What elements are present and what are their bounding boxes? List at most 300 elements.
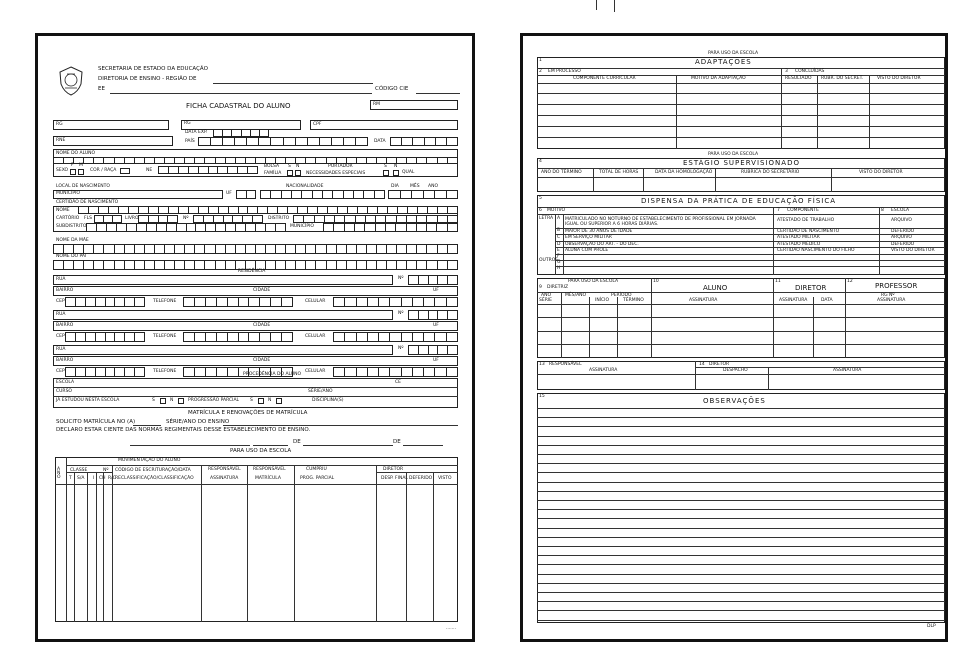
- diretriz-col-b: [589, 297, 590, 358]
- componente-curricular-label: COMPONENTE CURRICULAR: [573, 76, 636, 81]
- fls-label: FLS: [84, 216, 92, 221]
- nome-mae-label: NOME DA MÃE: [56, 238, 89, 243]
- resp-line-1: [695, 367, 945, 368]
- t-col-label: T: [69, 476, 72, 481]
- rg-label: RG: [56, 122, 63, 127]
- motivo-a: MATRICULADO NO NOTURNO DE ESTABELECIMENTO DE PROFISSIONAL EM JORNADA IGUAL OU SUPERIOR A 6 HORAS DIÁRIAS.: [565, 217, 756, 227]
- nome-aluno-cells[interactable]: [53, 157, 458, 164]
- diretriz-num-10: 10: [653, 279, 659, 284]
- diretriz-label: DIRETRIZ: [547, 285, 569, 290]
- progressao-s-checkbox[interactable]: [258, 398, 264, 404]
- numero-cells[interactable]: [408, 345, 458, 355]
- nec-n-checkbox[interactable]: [393, 170, 399, 176]
- dispensa-row-4: [555, 247, 945, 248]
- observacoes-line: [537, 472, 945, 473]
- col-def: [433, 472, 434, 622]
- i-col-label: I: [93, 476, 95, 481]
- observacoes-line: [537, 583, 945, 584]
- estagio-ano-label: ANO DO TÉRMINO: [541, 170, 582, 175]
- estagio-data-label: DATA DA HOMOLOGAÇÃO: [655, 170, 713, 175]
- diretriz-periodo-label: PERÍODO: [611, 293, 632, 298]
- esc-3: ARQUIVO: [891, 235, 912, 240]
- col-i: [96, 472, 97, 622]
- ee-label: EE: [98, 86, 105, 92]
- celular-cells[interactable]: [333, 297, 458, 307]
- rc-col-label: R/C: [108, 476, 116, 481]
- uf-nasc-label: UF: [226, 191, 232, 196]
- cumpriu-label: CUMPRIU: [306, 467, 327, 472]
- observacoes-line: [537, 518, 945, 519]
- livro-cells[interactable]: [138, 215, 178, 223]
- visto-diretor-label: VISTO DO DIRETOR: [877, 76, 921, 81]
- dispensa-num-7: 7: [777, 208, 780, 213]
- local-nascimento-label: LOCAL DE NASCIMENTO: [56, 184, 110, 189]
- componente-label: COMPONENTE: [787, 208, 819, 213]
- comp-b: CERTIDÃO DE NASCIMENTO: [777, 229, 840, 234]
- resp-col-1: [695, 361, 696, 390]
- observacoes-line: [537, 555, 945, 556]
- diretor-col-label: DIRETOR: [383, 467, 404, 472]
- resp-col-2: [768, 367, 769, 390]
- desp-final-label: DESP. FINAL: [381, 476, 408, 481]
- rg-field[interactable]: [53, 120, 169, 130]
- matricula-title: MATRÍCULA E RENOVAÇÕES DE MATRÍCULA: [188, 410, 308, 416]
- nec-s-label: S: [384, 164, 387, 169]
- ja-estudou-label: JÁ ESTUDOU NESTA ESCOLA: [56, 398, 120, 403]
- comp-c: ATESTADO MILITAR: [777, 235, 820, 240]
- sexo-m-label: M: [79, 163, 83, 168]
- cep-label: CEP: [56, 334, 65, 339]
- diretriz-line-2: [537, 304, 945, 305]
- dispensa-row-6: [555, 260, 945, 261]
- observacoes-line: [537, 408, 945, 409]
- cidade-label: CIDADE: [253, 323, 271, 328]
- letra-label: LETRA: [539, 216, 554, 221]
- certidao-no-label: Nº: [183, 216, 189, 221]
- sa-col-label: S/A: [77, 476, 85, 481]
- curso-label: CURSO: [56, 389, 72, 394]
- dispensa-row-5: [555, 254, 945, 255]
- diretriz-num-11: 11: [775, 279, 781, 284]
- outros-label: OUTROS: [539, 258, 559, 263]
- cidade-label: CIDADE: [253, 288, 271, 293]
- pais-cells[interactable]: [198, 137, 368, 146]
- de1-label: DE: [293, 439, 301, 445]
- bolsa-s-label: S: [288, 164, 291, 169]
- diretriz-col-g: [845, 278, 846, 358]
- dispensa-row-7: [555, 266, 945, 267]
- familia-label: FAMÍLIA: [264, 171, 282, 176]
- letter-d: D: [557, 242, 561, 247]
- matricula-col-label: MATRÍCULA: [255, 476, 281, 481]
- distrito-label: DISTRITO: [268, 216, 290, 221]
- estagio-col-2: [643, 168, 644, 192]
- rne-label: RNE: [56, 138, 66, 143]
- observacoes-line: [537, 509, 945, 510]
- matricula-line1b-blank: [223, 425, 458, 426]
- crop-mark-2: [614, 0, 615, 12]
- estagio-line-2: [537, 177, 945, 178]
- telefone-label: TELEFONE: [153, 369, 177, 374]
- matricula-line1: SOLICITO MATRÍCULA NO (A): [56, 419, 136, 425]
- rua-field[interactable]: [53, 275, 393, 285]
- distrito-cells[interactable]: [293, 215, 458, 223]
- adapt-line-1: [537, 68, 945, 69]
- pais-label: PAÍS: [185, 139, 195, 144]
- dispensa-row-1: [555, 228, 945, 229]
- diretriz-col-c: [617, 297, 618, 358]
- subdistrito-cells[interactable]: [86, 223, 286, 232]
- codigo-cie-line: [416, 93, 460, 94]
- local-line: [130, 445, 250, 446]
- secretaria-title: SECRETARIA DE ESTADO DA EDUCAÇÃO: [98, 66, 208, 72]
- assinatura-label: ASSINATURA: [210, 476, 239, 481]
- col-ano: [66, 457, 67, 622]
- observacoes-line: [537, 564, 945, 565]
- cep-label: CEP: [56, 299, 65, 304]
- numero-label: Nº: [398, 311, 404, 316]
- sexo-f-checkbox[interactable]: [70, 169, 76, 175]
- col-sa: [87, 472, 88, 622]
- cpf-label: CPF: [313, 122, 322, 127]
- sexo-m-checkbox[interactable]: [78, 169, 84, 175]
- prog-parcial-label: PROG. PARCIAL: [300, 476, 335, 481]
- ja-estudou-n-checkbox[interactable]: [178, 398, 184, 404]
- col-no: [112, 465, 113, 622]
- escola-col-label: ESCOLA: [891, 208, 910, 213]
- estagio-rubrica-label: RUBRICA DO SECRETÁRIO: [741, 170, 800, 175]
- diretriz-col-d: [651, 278, 652, 358]
- professor-col-title: PROFESSOR: [875, 282, 918, 290]
- sexo-f-label: F: [71, 163, 74, 168]
- professor-rg-label: RG Nº: [881, 293, 895, 298]
- professor-assinatura-label: ASSINATURA: [877, 298, 906, 303]
- letter-c: C: [557, 235, 561, 240]
- diretor-assinatura-label: ASSINATURA: [779, 298, 808, 303]
- movimentacao-title: MOVIMENTAÇÃO DO ALUNO: [118, 458, 181, 463]
- responsavel-label: RESPONSÁVEL: [208, 467, 241, 472]
- letter-e: E: [557, 248, 560, 253]
- observacoes-line: [537, 610, 945, 611]
- progressao-label: PROGRESSÃO PARCIAL: [188, 398, 240, 403]
- celular-label: CELULAR: [305, 369, 326, 374]
- celular-cells[interactable]: [333, 367, 458, 377]
- despacho-label: DESPACHO: [723, 368, 748, 373]
- dispensa-row-2: [555, 234, 945, 235]
- ne-cells[interactable]: [158, 166, 258, 174]
- data-cells[interactable]: [390, 137, 458, 146]
- nacionalidade-label: NACIONALIDADE: [286, 184, 324, 189]
- comp-e: CERTIDÃO NASCIMENTO DO FILHO: [777, 248, 855, 253]
- year-line: [403, 445, 443, 446]
- resp-line-2: [537, 374, 945, 375]
- celular-label: CELULAR: [305, 334, 326, 339]
- diretriz-row-3: [537, 344, 945, 345]
- observacoes-line: [537, 592, 945, 593]
- nome-aluno-label: NOME DO ALUNO: [56, 151, 96, 156]
- col-desp: [406, 472, 407, 622]
- procedencia-divider-2: [53, 396, 458, 397]
- col-codigo: [201, 465, 202, 622]
- observacoes-line: [537, 463, 945, 464]
- livro-label: LIVRO: [125, 216, 139, 221]
- state-seal-icon: [58, 66, 84, 96]
- observacoes-title: OBSERVAÇÕES: [703, 397, 766, 405]
- qual-label: QUAL: [402, 170, 415, 175]
- rua-field[interactable]: [53, 345, 393, 355]
- resp-num-13: 13: [539, 362, 545, 367]
- residencia-block-1: [53, 275, 458, 308]
- resp-assinatura-label: ASSINATURA: [589, 368, 618, 373]
- numero-cells[interactable]: [408, 275, 458, 285]
- col-t: [74, 472, 75, 622]
- responsavel-table: [537, 361, 945, 390]
- observacoes-line: [537, 500, 945, 501]
- observacoes-line: [537, 601, 945, 602]
- estagio-uso-label: PARA USO DA ESCOLA: [708, 152, 759, 157]
- celular-label: CELULAR: [305, 299, 326, 304]
- bolsa-n-label: N: [296, 164, 300, 169]
- estagio-num-4: 4: [539, 159, 542, 164]
- uf-label: UF: [433, 358, 439, 363]
- sexo-label: SEXO: [56, 168, 69, 173]
- estagio-line-1: [537, 168, 945, 169]
- motivo-c: EM SERVIÇO MILITAR: [565, 235, 612, 240]
- observacoes-line: [537, 417, 945, 418]
- portador-label: PORTADOR: [328, 164, 353, 169]
- cep-cells[interactable]: [65, 367, 145, 377]
- bolsa-label: BOLSA: [264, 164, 280, 169]
- estagio-col-1: [593, 168, 594, 192]
- month-line: [303, 445, 393, 446]
- rua-label: RUA: [56, 347, 66, 352]
- mov-header-line: [66, 465, 201, 466]
- col-cumpriu: [376, 465, 377, 622]
- letter-h: H: [557, 266, 561, 271]
- cpf-field[interactable]: [310, 120, 458, 130]
- cep-cells[interactable]: [65, 332, 145, 342]
- ne-label: NE: [146, 168, 153, 173]
- right-form-page: [520, 33, 948, 642]
- uf-label: UF: [433, 323, 439, 328]
- observacoes-line: [537, 528, 945, 529]
- matricula-line2: DECLARO ESTAR CIENTE DAS NORMAS REGIMENTAIS DESSE ESTABELECIMENTO DE ENSINO.: [56, 427, 311, 433]
- certidao-nome-label: NOME: [56, 208, 70, 213]
- adapt-row-4: [537, 115, 945, 116]
- rg2-label: RG: [184, 121, 191, 126]
- data-nasc-cells[interactable]: [388, 190, 458, 199]
- ja-estudou-s-label: S: [152, 398, 155, 403]
- estagio-title: ESTÁGIO SUPERVISIONADO: [683, 159, 800, 167]
- rm-label: RM: [373, 102, 381, 107]
- nacionalidade-cells[interactable]: [260, 190, 385, 199]
- rm-field[interactable]: [370, 100, 458, 110]
- de2-label: DE: [393, 439, 401, 445]
- comp-a: ATESTADO DE TRABALHO: [777, 218, 835, 223]
- dispensa-num-6: 6: [539, 208, 542, 213]
- adapt-row-6: [537, 137, 945, 138]
- rua-field[interactable]: [53, 310, 393, 320]
- data-label: DATA: [374, 139, 386, 144]
- uf-nasc-cells[interactable]: [236, 190, 256, 199]
- adaptacoes-table: [537, 57, 945, 149]
- resp-assinatura2-label: ASSINATURA: [833, 368, 862, 373]
- diretriz-num-9: 9: [539, 285, 542, 290]
- cidade-label: CIDADE: [253, 358, 271, 363]
- certidao-municipio-cells[interactable]: [323, 223, 458, 232]
- dispensa-row-3: [555, 241, 945, 242]
- disciplinas-label: DISCIPLINA(S): [312, 398, 344, 403]
- dispensa-num-8: 8: [881, 208, 884, 213]
- diretriz-mes-ano-label: MÊS/ANO: [565, 293, 587, 298]
- comp-d: ATESTADO MÉDICO: [777, 242, 821, 247]
- nome-mae-cells[interactable]: [53, 244, 458, 254]
- observacoes-line: [537, 574, 945, 575]
- resultado-label: RESULTADO: [785, 76, 812, 81]
- diretor-under-line: [376, 472, 458, 473]
- estagio-visto-label: VISTO DO DIRETOR: [859, 170, 903, 175]
- necessidades-label: NECESSIDADES ESPECIAIS: [306, 171, 366, 176]
- observacoes-lines[interactable]: [537, 408, 945, 623]
- cep-cells[interactable]: [65, 297, 145, 307]
- procedencia-divider-1: [53, 387, 458, 388]
- diretriz-col-a: [561, 292, 562, 358]
- motivo-e: ALUNA COM PROLE: [565, 248, 609, 253]
- letter-b: B: [557, 228, 561, 233]
- diretoria-label: DIRETORIA DE ENSINO - REGIÃO DE: [98, 76, 197, 82]
- estagio-col-3: [715, 168, 716, 192]
- rubr-secret-label: RUBR. DO SECRET.: [821, 76, 864, 81]
- diretriz-termino-label: TÉRMINO: [623, 298, 644, 303]
- right-footer-code: DLP: [927, 624, 936, 629]
- aluno-assinatura-label: ASSINATURA: [689, 298, 718, 303]
- cor-raca-box[interactable]: [120, 168, 130, 174]
- uf-label: UF: [433, 288, 439, 293]
- certidao-no-cells[interactable]: [193, 215, 263, 223]
- diretor-col-title: DIRETOR: [795, 284, 827, 292]
- nec-n-label: N: [394, 164, 398, 169]
- rne-field[interactable]: [53, 136, 173, 146]
- cartorio-label: CARTÓRIO: [56, 216, 80, 221]
- resp-diretor-label: DIRETOR: [709, 362, 730, 367]
- esc-5: VISTO DO DIRETOR: [891, 248, 935, 253]
- codigo-escrituracao-label: CÓDIGO DE ESCRITURAÇÃO/DATA: [115, 468, 191, 473]
- codigo-cie-label: CÓDIGO CIE: [375, 86, 409, 92]
- day-line: [253, 445, 288, 446]
- adapt-num-3: 3: [785, 69, 788, 74]
- estagio-col-4: [831, 168, 832, 192]
- diretriz-serie-label: SÉRIE: [539, 298, 552, 303]
- adapt-row-1: [537, 83, 945, 84]
- dispensa-line-2: [537, 214, 945, 215]
- adapt-uso-label: PARA USO DA ESCOLA: [708, 51, 759, 56]
- residencia-block-2: [53, 310, 458, 343]
- diretor-data-label: DATA: [821, 298, 833, 303]
- ja-estudou-s-checkbox[interactable]: [160, 398, 166, 404]
- observacoes-line: [537, 537, 945, 538]
- fls-cells[interactable]: [94, 215, 122, 223]
- bairro-label: BAIRRO: [56, 288, 74, 293]
- nec-s-checkbox[interactable]: [383, 170, 389, 176]
- dia-label: DIA: [391, 184, 399, 189]
- col-resp: [247, 465, 248, 622]
- diretriz-col-f: [813, 297, 814, 358]
- bolsa-n-checkbox[interactable]: [295, 170, 301, 176]
- concluidas-label: CONCLUÍDAS: [795, 69, 825, 74]
- matricula-line1b: SÉRIE/ANO DO ENSINO: [166, 419, 230, 425]
- telefone-cells[interactable]: [183, 332, 293, 342]
- diretriz-row-2: [537, 331, 945, 332]
- diretriz-ano-label: ANO: [541, 293, 551, 298]
- observacoes-line: [537, 454, 945, 455]
- visto-label: VISTO: [438, 476, 452, 481]
- numero-label: Nº: [398, 276, 404, 281]
- left-footer-mark: .......: [446, 626, 457, 631]
- diretriz-row-1: [537, 317, 945, 318]
- observacoes-line: [537, 436, 945, 437]
- municipio-nasc-label: MUNICÍPIO: [56, 191, 80, 196]
- telefone-cells[interactable]: [183, 297, 293, 307]
- motivo-b: MAIOR DE 30 ANOS DE IDADE: [565, 229, 633, 234]
- progressao-n-checkbox[interactable]: [276, 398, 282, 404]
- ja-estudou-n-label: N: [170, 398, 174, 403]
- esc-2: DEFERIDO: [891, 229, 915, 234]
- no-col-label: Nº: [103, 468, 109, 473]
- bolsa-s-checkbox[interactable]: [287, 170, 293, 176]
- cor-raca-label: COR / RAÇA: [90, 168, 117, 173]
- ee-line: [110, 93, 372, 94]
- diretriz-uso-label: PARA USO DA ESCOLA: [568, 279, 619, 284]
- esc-4: DEFERIDO: [891, 242, 915, 247]
- certidao-nome-cells[interactable]: [78, 206, 458, 214]
- numero-cells[interactable]: [408, 310, 458, 320]
- adapt-row-3: [537, 104, 945, 105]
- obs-num-15: 15: [539, 394, 545, 399]
- adapt-num-2: 2: [539, 69, 542, 74]
- observacoes-line: [537, 546, 945, 547]
- telefone-label: TELEFONE: [153, 299, 177, 304]
- adapt-row-2: [537, 93, 945, 94]
- uso-escola-title: PARA USO DA ESCOLA: [230, 448, 292, 454]
- letter-f: F: [557, 254, 560, 259]
- classe-label: CLASSE: [70, 468, 88, 473]
- observacoes-line: [537, 482, 945, 483]
- residencia-title: RESIDÊNCIA: [238, 269, 266, 274]
- col-ch: [103, 472, 104, 622]
- diretrizes-table: [537, 278, 945, 358]
- numero-label: Nº: [398, 346, 404, 351]
- ch-col-label: CH: [99, 476, 106, 481]
- subdistrito-label: SUBDISTRITO: [56, 224, 87, 229]
- letter-a: A: [557, 216, 561, 221]
- table-header-bottom: [55, 484, 458, 485]
- classe-under-line: [66, 472, 112, 473]
- procedencia-title: PROCEDÊNCIA DO ALUNO: [243, 372, 302, 377]
- responsavel-title: RESPONSÁVEL: [549, 362, 582, 367]
- data-exp-cells[interactable]: [213, 129, 269, 137]
- rua-label: RUA: [56, 277, 66, 282]
- data-exp-label: DATA EXP.: [185, 130, 208, 135]
- aluno-col-label: ALUNO: [703, 284, 728, 292]
- telefone-label: TELEFONE: [153, 334, 177, 339]
- resp-num-14: 14: [699, 362, 705, 367]
- em-processo-label: EM PROCESSO: [548, 69, 581, 74]
- certidao-title: CERTIDÃO DE NASCIMENTO: [56, 200, 119, 205]
- ce-label: CE: [395, 380, 401, 385]
- letter-g: G: [557, 260, 561, 265]
- dispensa-title: DISPENSA DA PRÁTICA DE EDUCAÇÃO FÍSICA: [641, 197, 837, 205]
- celular-cells[interactable]: [333, 332, 458, 342]
